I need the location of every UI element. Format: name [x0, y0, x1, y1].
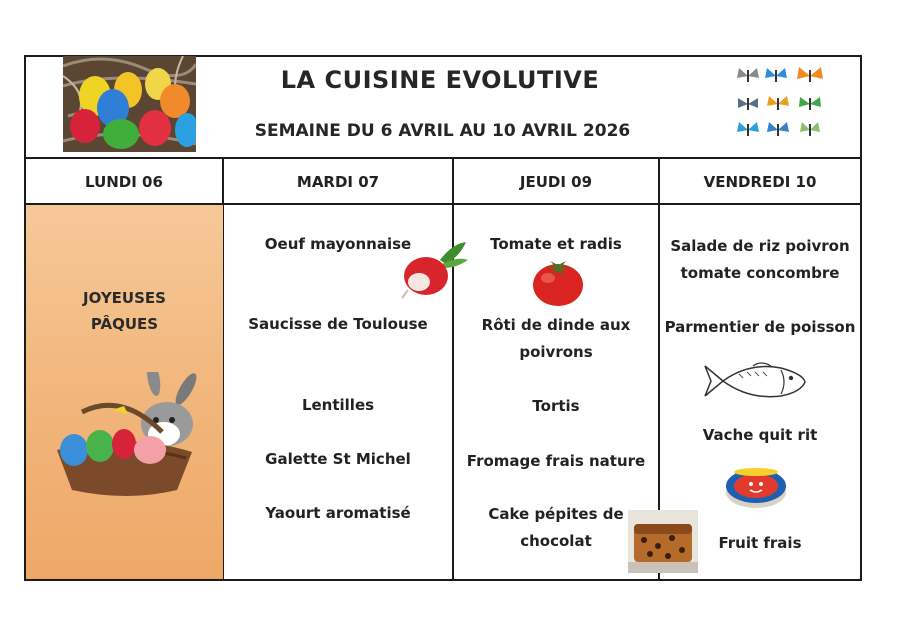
day-header-jeudi: JEUDI 09 — [519, 173, 593, 191]
paques-line1: JOYEUSES — [83, 289, 166, 307]
paques-line2: PÂQUES — [90, 315, 159, 333]
butterflies-icon — [734, 62, 834, 144]
jeudi-item-1: Tomate et radis — [490, 235, 622, 253]
mardi-item-4: Galette St Michel — [265, 450, 411, 468]
vendredi-item-2: Parmentier de poisson — [664, 318, 856, 336]
fish-icon — [703, 360, 807, 402]
easter-eggs-photo — [63, 56, 196, 152]
jeudi-item-5b: chocolat — [520, 532, 592, 550]
day-header-mardi: MARDI 07 — [296, 173, 380, 191]
day-header-vendredi: VENDREDI 10 — [703, 173, 817, 191]
week-subtitle: SEMAINE DU 6 AVRIL AU 10 AVRIL 2026 — [254, 121, 631, 141]
jeudi-item-2b: poivrons — [519, 343, 593, 361]
jeudi-item-2: Rôti de dinde aux — [481, 316, 631, 334]
jeudi-item-3: Tortis — [532, 397, 580, 415]
easter-bunny-basket-illustration — [52, 372, 202, 502]
tomato-icon — [530, 256, 586, 308]
page-title: LA CUISINE EVOLUTIVE — [280, 66, 600, 94]
jeudi-item-4: Fromage frais nature — [466, 452, 646, 470]
mardi-item-2: Saucisse de Toulouse — [248, 315, 428, 333]
header-divider — [24, 157, 862, 159]
day-header-lundi: LUNDI 06 — [85, 173, 163, 191]
mardi-item-5: Yaourt aromatisé — [265, 504, 411, 522]
jeudi-item-5: Cake pépites de — [488, 505, 624, 523]
vendredi-item-3: Vache quit rit — [702, 426, 818, 444]
mardi-item-3: Lentilles — [301, 396, 375, 414]
vendredi-item-1b: tomate concombre — [680, 264, 840, 282]
vendredi-item-4: Fruit frais — [718, 534, 802, 552]
cheese-box-icon — [724, 460, 788, 512]
vendredi-item-1: Salade de riz poivron — [670, 237, 850, 255]
mardi-item-1: Oeuf mayonnaise — [264, 235, 412, 253]
